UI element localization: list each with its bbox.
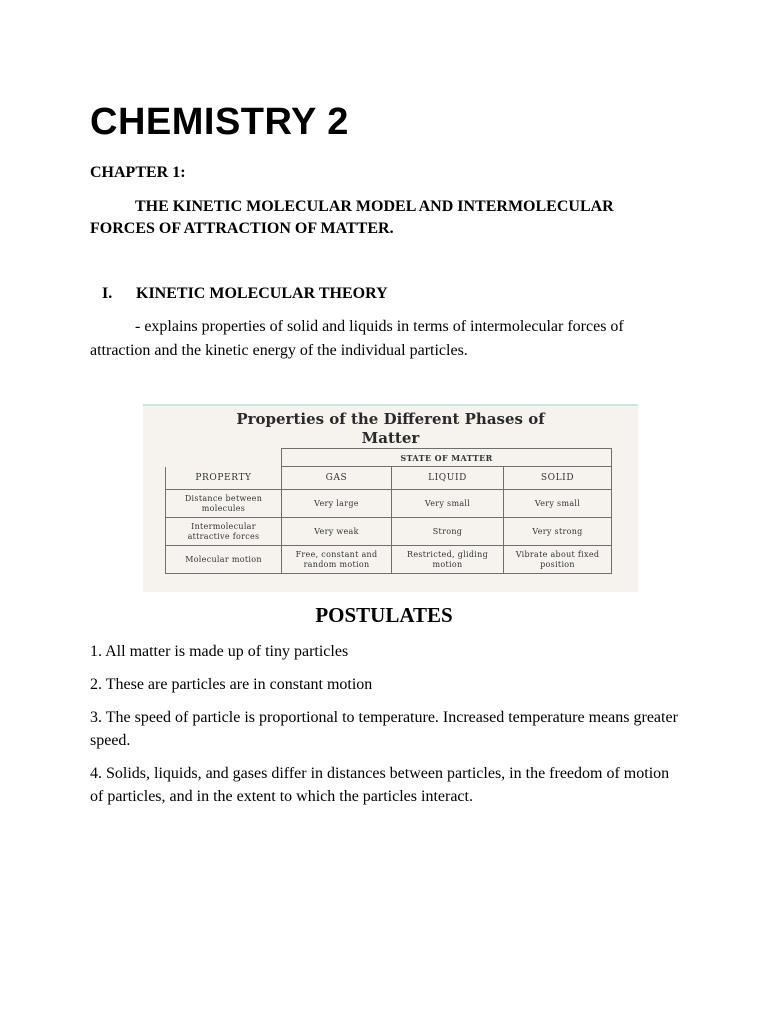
section-heading [102, 284, 388, 304]
table-cell: Molecular motion [166, 546, 282, 574]
section-number: I. [102, 285, 113, 302]
table-corner [166, 449, 282, 467]
phases-table [165, 448, 612, 574]
column-header-property: PROPERTY [166, 467, 282, 490]
table-row [166, 518, 612, 546]
postulate-item: 4. Solids, liquids, and gases differ in distances between particles, in the freedom of motion of particles, and in the extent to which the particles interact. [90, 765, 670, 805]
figure-title [143, 410, 638, 448]
table-cell: Free, constant and random motion [282, 546, 392, 574]
chapter-title: THE KINETIC MOLECULAR MODEL AND INTERMOLECULAR FORCES OF ATTRACTION OF MATTER. [90, 198, 614, 237]
figure-title-line-2: Matter [361, 429, 420, 447]
state-of-matter-header: STATE OF MATTER [282, 449, 612, 467]
document-title: CHEMISTRY 2 [90, 101, 349, 143]
table-cell: Very small [504, 490, 612, 518]
postulate-item: 1. All matter is made up of tiny particles [90, 643, 349, 660]
chapter-label: CHAPTER 1: [90, 164, 186, 181]
table-cell: Very strong [504, 518, 612, 546]
postulate-item: 3. The speed of particle is proportional to temperature. Increased temperature means greater speed. [90, 709, 678, 749]
postulate-item: 2. These are particles are in constant motion [90, 676, 373, 693]
table-cell: Very weak [282, 518, 392, 546]
column-header-gas: GAS [282, 467, 392, 490]
table-cell: Vibrate about fixed position [504, 546, 612, 574]
table-cell: Restricted, gliding motion [392, 546, 504, 574]
table-cell: Very small [392, 490, 504, 518]
phases-figure [143, 404, 638, 592]
postulates-heading: POSTULATES [315, 603, 453, 627]
table-cell: Strong [392, 518, 504, 546]
column-header-liquid: LIQUID [392, 467, 504, 490]
postulates-list [90, 640, 680, 818]
table-cell: Distance between molecules [166, 490, 282, 518]
section-title: KINETIC MOLECULAR THEORY [136, 285, 388, 302]
figure-title-line-1: Properties of the Different Phases of [236, 410, 545, 428]
table-row [166, 490, 612, 518]
table-cell: Intermolecular attractive forces [166, 518, 282, 546]
column-header-solid: SOLID [504, 467, 612, 490]
table-row [166, 546, 612, 574]
section-description: - explains properties of solid and liquids in terms of intermolecular forces of attraction and the kinetic energy of the individual particles. [90, 318, 624, 359]
table-cell: Very large [282, 490, 392, 518]
